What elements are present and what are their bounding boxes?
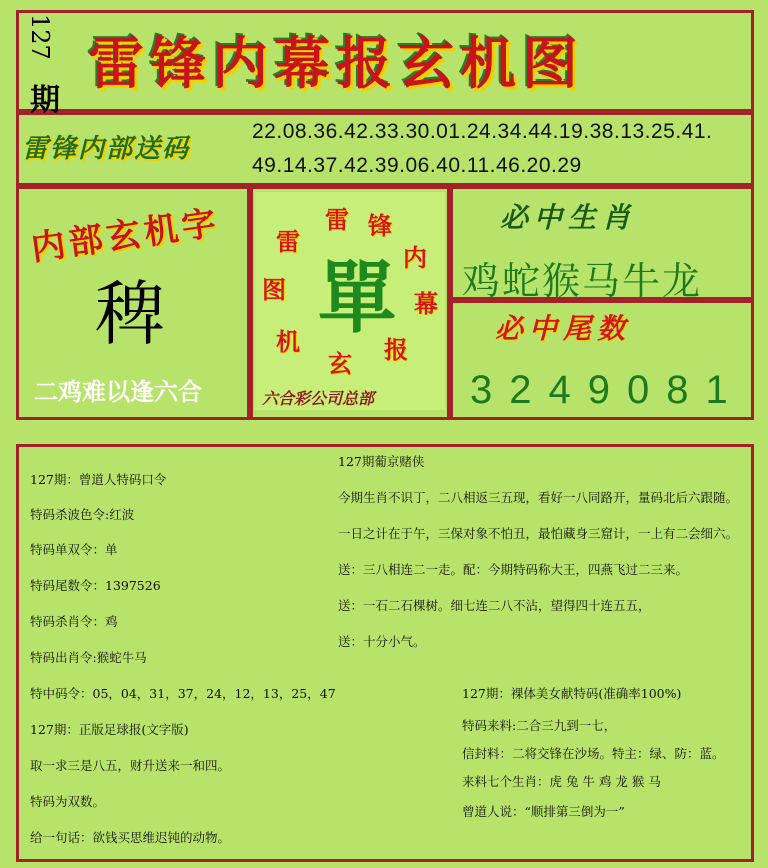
page-title: 雷锋内幕报玄机图: [88, 31, 584, 97]
right-text: 今期生肖不识丁，二八相返三五现，看好一八同路开，量码北后六跟随。: [338, 490, 739, 505]
zodiac-label: 必中生肖: [500, 201, 637, 234]
left-text: 特码为双数。: [30, 794, 106, 809]
ring-char: 玄: [328, 349, 352, 378]
codes-line-1: 22.08.36.42.33.30.01.24.34.44.19.38.13.25.41.: [252, 120, 713, 143]
left-text: 取一求三是八五，财升送来一和四。: [30, 758, 231, 773]
ring-char: 内: [403, 243, 427, 272]
period-number: 127: [26, 14, 54, 60]
codes-line-2: 49.14.37.42.39.06.40.11.46.20.29: [252, 154, 582, 177]
left-text: 特码单双令：单: [30, 542, 118, 557]
ring-char: 锋: [368, 211, 392, 240]
ring-char: 报: [384, 335, 408, 364]
left-text: 特码尾数令：1397526: [30, 578, 161, 593]
right-text: 一日之计在于午，三保对象不怕丑，最怕藏身三窟计，一上有二会细六。: [338, 526, 739, 541]
left-text: 127期：正版足球报(文字版): [30, 722, 189, 737]
ring-char: 图: [262, 275, 286, 304]
bottom-right-text: 来料七个生肖：虎 兔 牛 鸡 龙 猴 马: [462, 774, 661, 789]
inner-poem: 二鸡难以逢六合: [34, 377, 202, 406]
ring-char: 雷: [325, 205, 349, 234]
bottom-right-text: 特码来料:二合三九到一七，: [462, 718, 617, 733]
right-text: 送：十分小气。: [338, 634, 426, 649]
left-text: 特中码令：05，04，31，37，24，12，13，25，47: [30, 686, 336, 701]
right-text: 127期葡京赌侠: [338, 454, 425, 469]
zodiac-values: 鸡蛇猴马牛龙: [462, 259, 703, 303]
left-text: 特码杀肖令：鸡: [30, 614, 118, 629]
inner-label: 内部玄机字: [28, 202, 223, 269]
left-text: 特码出肖令:猴蛇牛马: [30, 650, 147, 665]
left-text: 给一句话：欲钱买思维迟钝的动物。: [30, 830, 231, 845]
bottom-right-text: 信封料：二将交锋在沙场。特主：绿、防：蓝。: [462, 746, 725, 761]
right-text: 送：三八相连二一走。配：今期特码称大王，四燕飞过二三来。: [338, 562, 689, 577]
ring-char: 机: [276, 327, 300, 356]
company-label: 六合彩公司总部: [262, 389, 375, 408]
period-suffix: 期: [30, 83, 60, 118]
ring-char: 幕: [414, 289, 438, 318]
center-char: 單: [318, 253, 397, 344]
inner-char: 稗: [95, 273, 165, 355]
bottom-right-text: 曾道人说：“顺排第三倒为一”: [462, 804, 625, 819]
ring-char: 雷: [276, 227, 300, 256]
left-text: 特码杀波色令:红波: [30, 507, 135, 522]
tail-values: 3249081: [470, 368, 745, 412]
left-text: 127期：曾道人特码口令: [30, 472, 167, 487]
period-label: [22, 14, 68, 118]
right-text: 送：一石二石棵树。细七连二八不沾，望得四十连五五，: [338, 598, 651, 613]
codes-label: 雷锋内部送码: [22, 134, 191, 164]
bottom-right-text: 127期：裸体美女献特码(准确率100%): [462, 686, 682, 701]
tail-label: 必中尾数: [495, 312, 632, 345]
